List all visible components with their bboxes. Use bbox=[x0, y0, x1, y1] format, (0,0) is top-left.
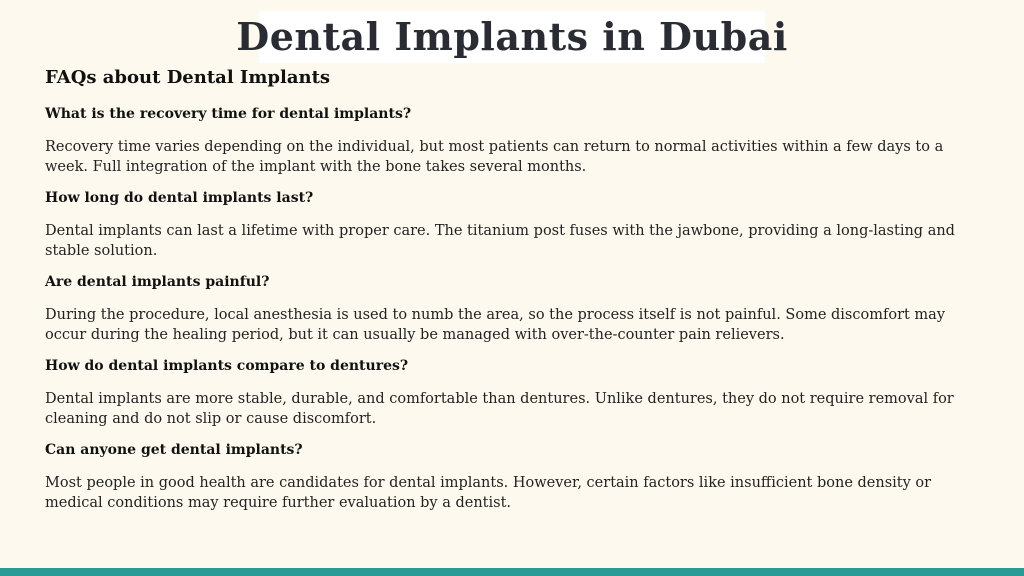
faq-answer: Dental implants can last a lifetime with proper care. The titanium post fuses with the jawbone, providing a long-lasting and stable solution. bbox=[45, 223, 955, 259]
faq-item bbox=[45, 440, 990, 513]
faq-item bbox=[45, 104, 990, 177]
faq-question: Are dental implants painful? bbox=[45, 274, 270, 290]
faq-question: How long do dental implants last? bbox=[45, 190, 314, 206]
faq-question: Can anyone get dental implants? bbox=[45, 442, 303, 458]
faq-question: What is the recovery time for dental implants? bbox=[45, 106, 412, 122]
faq-answer: Dental implants are more stable, durable, and comfortable than dentures. Unlike dentures, they do not require removal for cleaning and do not slip or cause discomfort. bbox=[45, 391, 954, 427]
page-title: Dental Implants in Dubai bbox=[236, 14, 788, 59]
faq-section bbox=[45, 66, 990, 513]
faq-item bbox=[45, 188, 990, 261]
faq-question: How do dental implants compare to dentures? bbox=[45, 358, 409, 374]
faq-answer: Most people in good health are candidates for dental implants. However, certain factors like insufficient bone density or medical conditions may require further evaluation by a dentist. bbox=[45, 475, 932, 511]
title-box bbox=[236, 11, 788, 63]
faq-item bbox=[45, 272, 990, 345]
faq-list bbox=[45, 104, 990, 513]
bottom-accent-bar bbox=[0, 568, 1024, 576]
faq-answer: During the procedure, local anesthesia is used to numb the area, so the process itself is not painful. Some discomfort may occur during the healing period, but it can usually be managed with over-the-counter pain relievers. bbox=[45, 307, 946, 343]
section-heading: FAQs about Dental Implants bbox=[45, 67, 331, 88]
faq-item bbox=[45, 356, 990, 429]
faq-answer: Recovery time varies depending on the individual, but most patients can return to normal activities within a few days to a week. Full integration of the implant with the bone takes several months. bbox=[45, 139, 944, 175]
